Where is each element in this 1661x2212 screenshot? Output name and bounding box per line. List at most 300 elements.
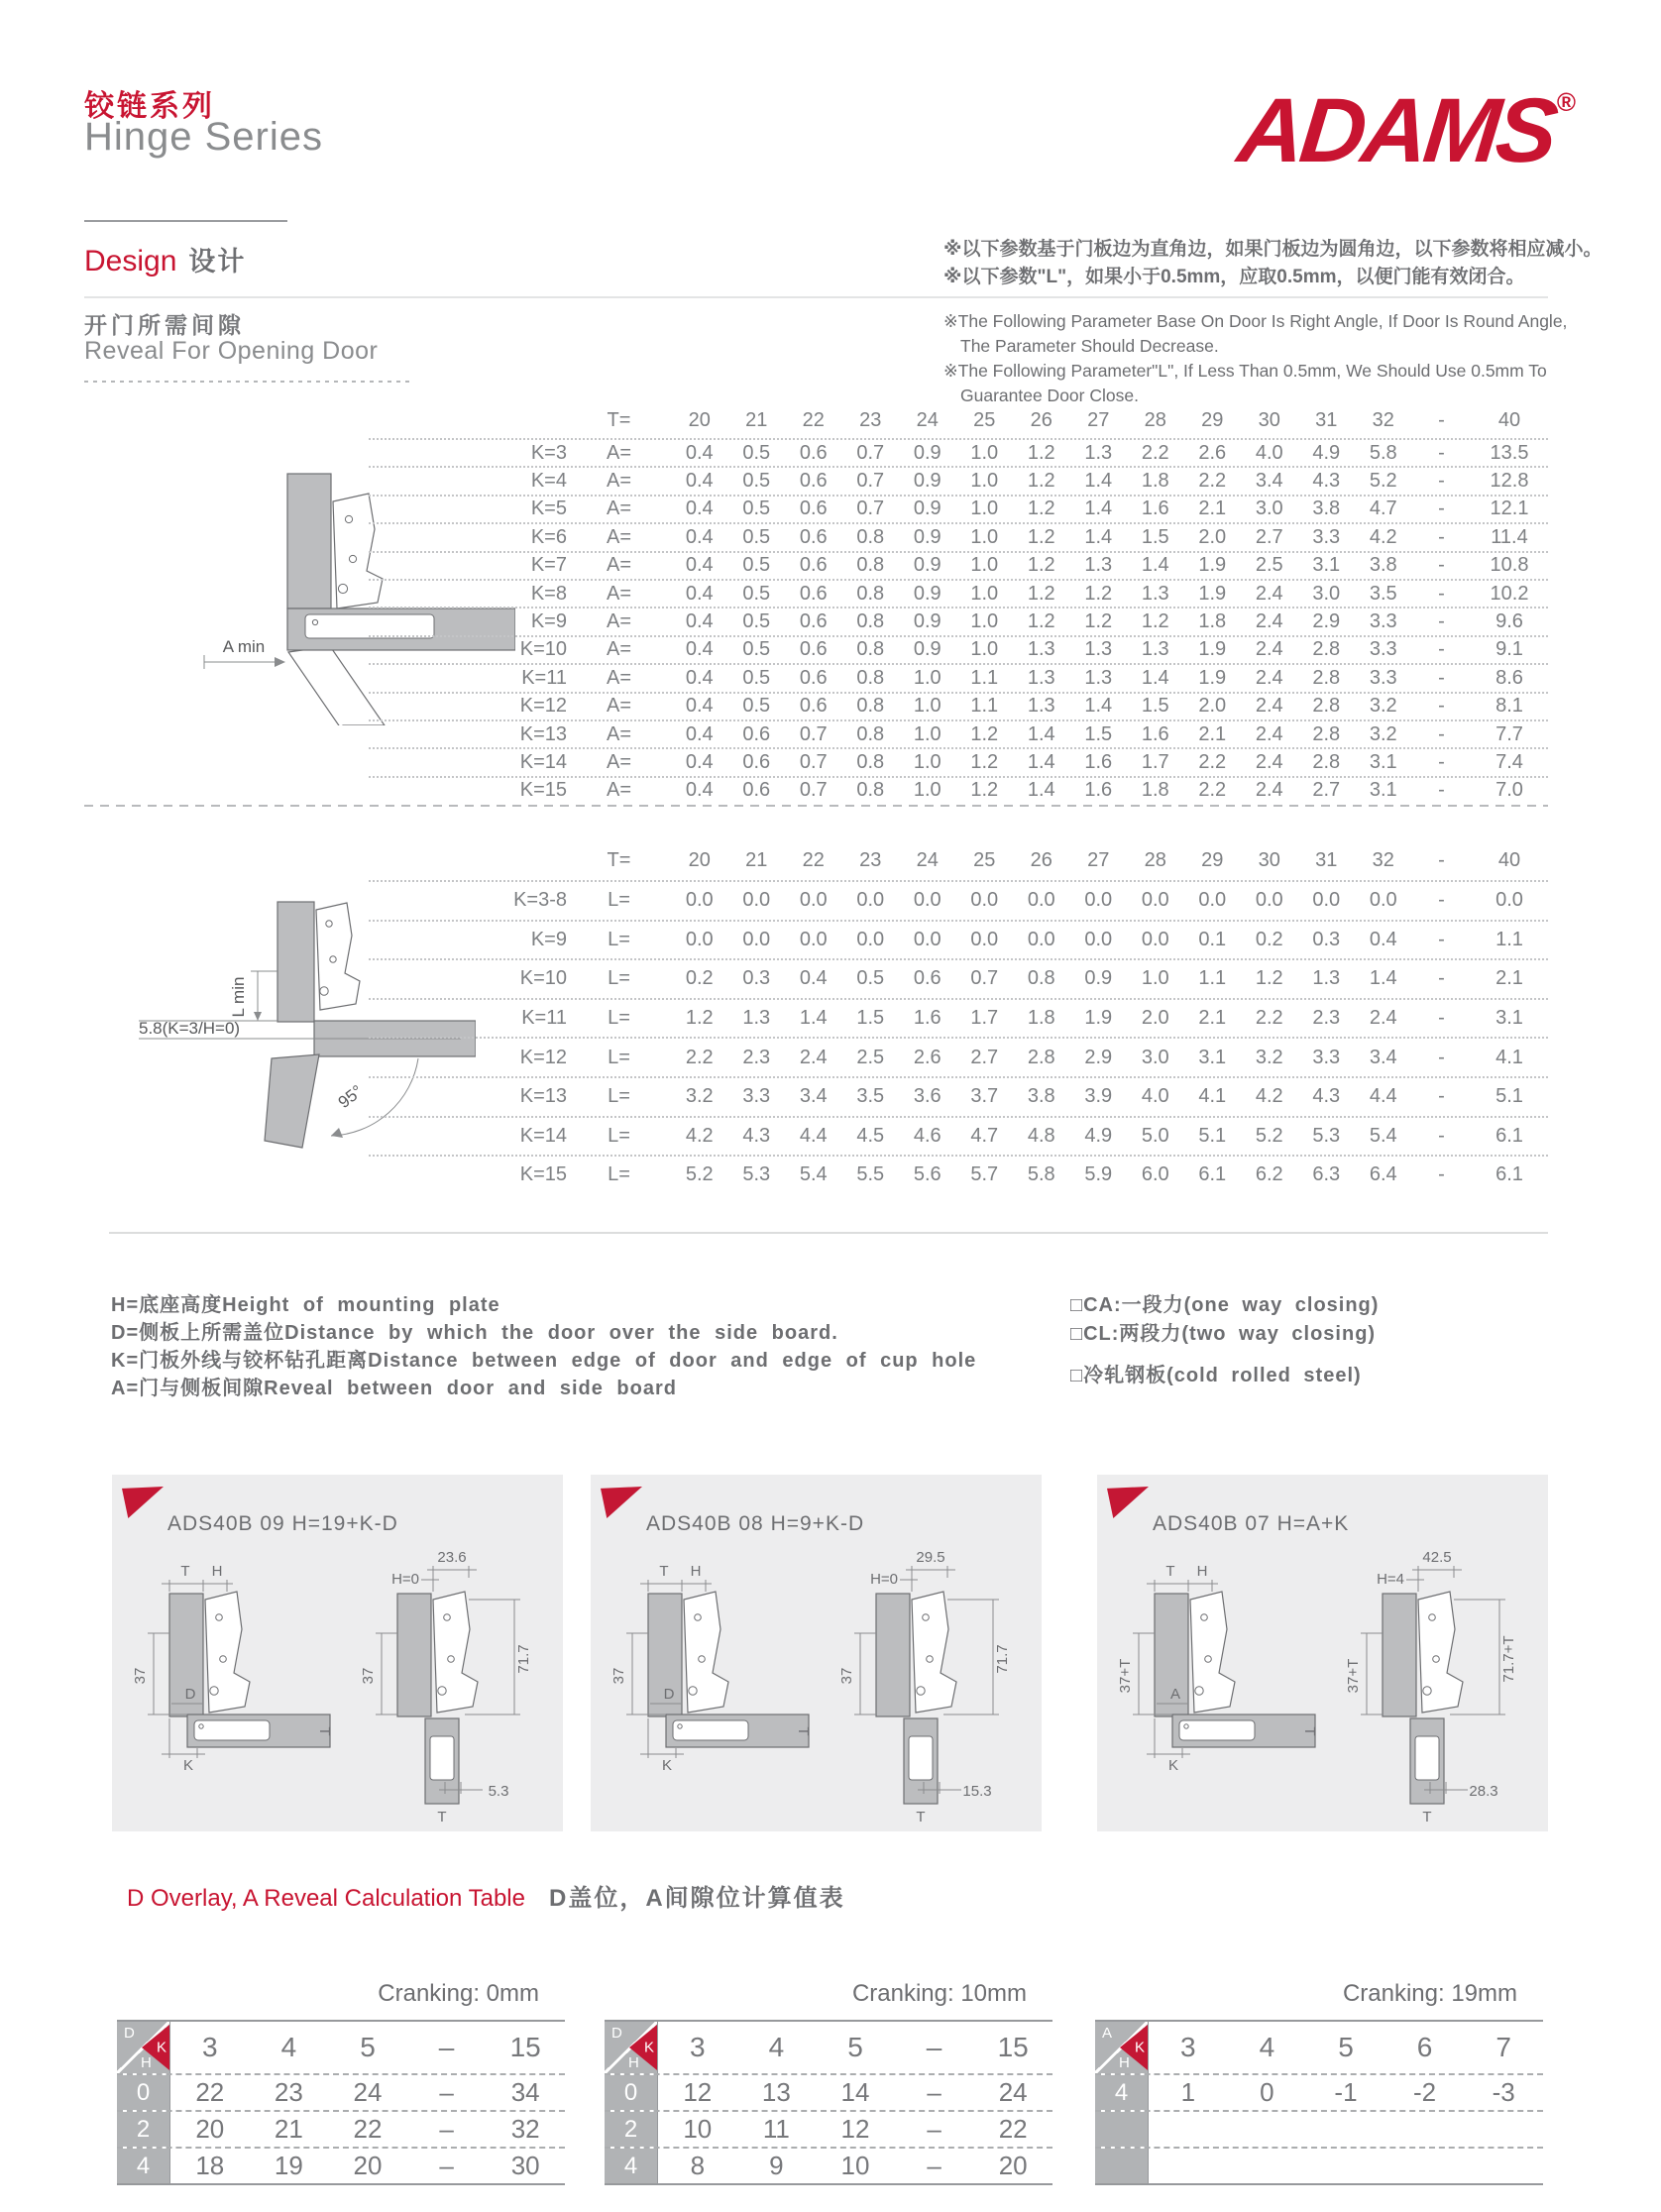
table-a-cell: 1.2 (1027, 610, 1055, 633)
table-a-cell: 1.4 (1027, 722, 1055, 745)
table-l-cell: 2.9 (1084, 1046, 1113, 1068)
table-a-cell: 1.0 (913, 695, 941, 718)
table-a-cell: 8.6 (1495, 666, 1523, 689)
dim-label: 42.5 (1422, 1549, 1452, 1566)
table-a-cell: A= (606, 695, 632, 718)
table-a-cell: 1.4 (1027, 779, 1055, 802)
table-a-cell: A= (606, 666, 632, 689)
table-a-cell: 3.1 (1312, 554, 1341, 577)
table-a-cell: 1.9 (1198, 554, 1227, 577)
dim-label: T (1165, 1563, 1175, 1580)
table-a-cell: 1.0 (913, 779, 941, 802)
table-a-cell: 1.3 (1084, 666, 1113, 689)
calc-table-cranking-10 (605, 1980, 1052, 2185)
table-a-cell: K=8 (530, 582, 567, 605)
table-a-cell: 1.0 (970, 470, 999, 493)
calc-cell: -2 (1413, 2077, 1437, 2107)
calc-cell: 32 (510, 2114, 540, 2144)
table-a-cell: 3.1 (1369, 750, 1397, 773)
table-a-cell: 1.0 (913, 666, 941, 689)
table-a-cell: 0.6 (799, 554, 828, 577)
table-a-cell: 1.6 (1141, 722, 1169, 745)
table-l-cell: 4.0 (1141, 1085, 1169, 1108)
table-l-cell: 0.1 (1198, 928, 1227, 950)
table-l-cell: 5.0 (1141, 1124, 1169, 1147)
calc-cell: – (927, 2114, 941, 2144)
calc-cell: 0 (1260, 2077, 1274, 2107)
table-a-cell: 24 (916, 408, 939, 431)
calc-row-header: 4 (605, 2149, 658, 2183)
table-l-cell: K=10 (519, 967, 567, 990)
hinge-diagram (591, 1544, 1042, 1826)
dim-label: T (316, 1726, 333, 1736)
separator-line (84, 296, 1548, 298)
corner-flag-icon (601, 1487, 642, 1518)
table-l-cell: 1.3 (1312, 967, 1341, 990)
table-l-cell: 5.9 (1084, 1163, 1113, 1186)
table-a-row (369, 495, 1548, 522)
table-l-cell: L= (608, 1085, 630, 1108)
table-a-cell: 0.4 (685, 610, 714, 633)
calc-data-row (117, 2073, 565, 2110)
table-a-cell: 0.5 (742, 666, 771, 689)
dim-label: 71.7 (994, 1644, 1011, 1674)
table-l-cell: 1.6 (913, 1007, 941, 1030)
calc-col-header: 15 (509, 2032, 541, 2062)
series-title-cn: 铰链系列 (84, 90, 215, 123)
table-l-cell: - (1438, 967, 1445, 990)
table-a-cell: 7.4 (1495, 750, 1523, 773)
dim-label: H (1196, 1563, 1208, 1580)
table-a-cell: 4.7 (1369, 498, 1397, 520)
table-l-cell: 0.0 (742, 928, 771, 950)
corner-label-top: D (611, 2025, 622, 2042)
table-a-cell: 11.4 (1491, 525, 1528, 548)
dim-label: D (184, 1686, 196, 1703)
registered-mark: ® (1556, 87, 1576, 117)
table-a-cell: 0.4 (685, 498, 714, 520)
calc-cell: 9 (769, 2151, 784, 2180)
dashed-underline (84, 381, 411, 383)
table-l-cell: 0.0 (1141, 889, 1169, 912)
calc-cell: 14 (840, 2077, 870, 2107)
table-l-cell: 2.6 (913, 1046, 941, 1068)
dim-label: K (1167, 1757, 1179, 1774)
calc-col-header: – (438, 2032, 455, 2062)
table-a-cell: K=7 (530, 554, 567, 577)
calc-cell: -1 (1334, 2077, 1358, 2107)
table-a-cell: A= (606, 722, 632, 745)
table-l-cell: L= (608, 889, 630, 912)
table-l-cell: 6.1 (1198, 1163, 1227, 1186)
dim-label: A min (222, 637, 266, 656)
corner-label-k: K (1134, 2039, 1145, 2056)
table-a-cell: 2.4 (1255, 779, 1283, 802)
table-a-cell: 0.9 (913, 498, 941, 520)
table-a-cell: 0.4 (685, 441, 714, 464)
table-l-cell: 0.7 (970, 967, 999, 990)
table-a-cell: 2.1 (1198, 498, 1227, 520)
table-l-cell: 0.0 (685, 889, 714, 912)
calc-cell: 11 (762, 2114, 790, 2144)
table-a-cell: 1.0 (913, 722, 941, 745)
table-a-cell: 0.5 (742, 498, 771, 520)
calc-col-header: 7 (1495, 2032, 1511, 2062)
table-a-cell: 0.8 (856, 695, 885, 718)
table-a-cell: 1.9 (1198, 582, 1227, 605)
table-a-cell: 27 (1087, 408, 1110, 431)
calc-row-values (658, 2149, 1052, 2183)
table-a-cell: A= (606, 525, 632, 548)
calc-cell: 8 (690, 2151, 706, 2180)
corner-label-bottom: H (628, 2054, 639, 2071)
table-a-cell: 2.4 (1255, 695, 1283, 718)
table-l-cell: 24 (916, 848, 939, 871)
calc-cell: – (927, 2151, 941, 2180)
calc-row-header (1095, 2149, 1149, 2183)
calc-cell: 19 (274, 2151, 303, 2180)
corner-label-bottom: H (141, 2054, 152, 2071)
table-a-cell: 0.7 (856, 470, 885, 493)
table-l-cell: 4.5 (856, 1124, 885, 1147)
table-a-cell: 26 (1030, 408, 1052, 431)
table-a-cell: 0.9 (913, 470, 941, 493)
table-l-cell: L= (608, 1007, 630, 1030)
calc-table-box (117, 2020, 565, 2185)
table-a-cell: 3.0 (1255, 498, 1283, 520)
adams-logo-word: ADAMS (1233, 80, 1559, 181)
table-a-cell: 1.4 (1084, 525, 1113, 548)
table-a-cell: 0.6 (799, 582, 828, 605)
dim-label: H (211, 1563, 223, 1580)
calc-cell: 21 (274, 2114, 303, 2144)
table-a-cell: 1.1 (970, 695, 999, 718)
table-a-cell: 0.5 (742, 470, 771, 493)
table-a-cell: 28 (1144, 408, 1166, 431)
table-l-cell: K=3-8 (513, 889, 567, 912)
table-a-cell: - (1438, 582, 1445, 605)
table-l-cell: 40 (1497, 848, 1521, 871)
table-a-cell: 0.7 (856, 441, 885, 464)
calc-cell: 23 (274, 2077, 303, 2107)
table-l-cell: 0.0 (913, 928, 941, 950)
table-a-cell: 0.5 (742, 441, 771, 464)
table-a-cell: K=10 (519, 638, 567, 661)
table-l-cell: 0.8 (1027, 967, 1055, 990)
table-l-cell: 1.1 (1495, 928, 1523, 950)
table-l-cell: 4.9 (1084, 1124, 1113, 1147)
note-cn-line: ※以下参数基于门板边为直角边，如果门板边为圆角边，以下参数将相应减小。 (943, 239, 1603, 260)
table-a-cell: 9.1 (1495, 638, 1523, 661)
calc-row-header: 4 (117, 2149, 170, 2183)
table-a-cell: 0.9 (913, 638, 941, 661)
design-heading-cn: 设计 (188, 247, 247, 276)
calc-cell: 20 (353, 2151, 383, 2180)
table-l-cell: 5.2 (1255, 1124, 1283, 1147)
table-a-cell: - (1438, 695, 1445, 718)
table-l-row (369, 880, 1548, 920)
table-a-cell: 10.8 (1490, 554, 1529, 577)
corner-label-k: K (156, 2039, 166, 2056)
table-a-cell: 2.8 (1312, 722, 1341, 745)
table-a-cell: 1.5 (1084, 722, 1113, 745)
table-l-cell: 1.5 (856, 1007, 885, 1030)
table-a-cell: 0.8 (856, 722, 885, 745)
corner-cell (117, 2022, 170, 2073)
table-l-cell: 2.8 (1027, 1046, 1055, 1068)
calc-data-row (117, 2147, 565, 2183)
table-l-cell: L= (608, 1046, 630, 1068)
table-l-cell: 2.4 (1369, 1007, 1397, 1030)
table-a-cell: - (1438, 441, 1445, 464)
table-a-cell: 2.4 (1255, 666, 1283, 689)
dim-label: T (795, 1726, 812, 1736)
calc-col-header: 3 (690, 2032, 706, 2062)
table-a-cell: 29 (1201, 408, 1224, 431)
table-l-cell: 5.5 (856, 1163, 885, 1186)
table-l-cell: 0.9 (1084, 967, 1113, 990)
table-a-cell: 2.9 (1312, 610, 1341, 633)
table-a-cell: 1.2 (1027, 554, 1055, 577)
table-a-cell: 2.6 (1198, 441, 1227, 464)
calc-data-row (605, 2147, 1052, 2183)
table-l-cell: 0.4 (799, 967, 828, 990)
table-a-cell: 3.2 (1369, 722, 1397, 745)
calc-row-header: 0 (117, 2075, 170, 2110)
table-l-cell: 0.0 (1369, 889, 1397, 912)
table-a-row (369, 438, 1548, 466)
legend-line: A=门与侧板间隙Reveal between door and side board (111, 1378, 677, 1399)
table-l-cell: 6.1 (1495, 1163, 1523, 1186)
section-title-cn: 开门所需间隙 (84, 312, 245, 338)
table-l-cell: 3.3 (1312, 1046, 1341, 1068)
table-l-cell: 27 (1087, 848, 1110, 871)
table-l-cell: - (1438, 1085, 1445, 1108)
table-l-cell: 0.3 (1312, 928, 1341, 950)
table-l-cell: 0.0 (742, 889, 771, 912)
table-a-cell: 1.3 (1084, 441, 1113, 464)
table-l-cell: - (1438, 1046, 1445, 1068)
table-a-cell: 0.6 (799, 498, 828, 520)
table-a-cell: 1.2 (1027, 498, 1055, 520)
table-a-cell: K=15 (519, 779, 567, 802)
table-a-cell: A= (606, 554, 632, 577)
reveal-table-a (369, 402, 1548, 804)
table-l-cell: 0.0 (1141, 928, 1169, 950)
table-a-cell: 2.2 (1198, 779, 1227, 802)
table-a-cell: - (1438, 525, 1445, 548)
table-a-cell: 0.4 (685, 582, 714, 605)
table-a-cell: 1.0 (970, 441, 999, 464)
table-l-cell: 5.2 (685, 1163, 714, 1186)
table-l-cell: 3.1 (1198, 1046, 1227, 1068)
table-l-row (369, 1076, 1548, 1116)
table-a-cell: 0.7 (856, 498, 885, 520)
section-title-en: Reveal For Opening Door (84, 337, 379, 365)
table-a-cell: 2.8 (1312, 666, 1341, 689)
table-a-cell: 2.2 (1141, 441, 1169, 464)
table-a-cell: A= (606, 470, 632, 493)
table-a-cell: 3.8 (1369, 554, 1397, 577)
table-l-cell: 22 (802, 848, 825, 871)
table-a-cell: A= (606, 498, 632, 520)
table-l-cell: 4.1 (1495, 1046, 1523, 1068)
table-l-cell: K=12 (519, 1046, 567, 1068)
table-l-cell: 3.2 (685, 1085, 714, 1108)
product-panel-ads40b08 (591, 1475, 1042, 1831)
corner-flag-icon (122, 1487, 164, 1518)
table-l-cell: 3.4 (799, 1085, 828, 1108)
table-l-cell: 4.1 (1198, 1085, 1227, 1108)
table-a-cell: K=13 (519, 722, 567, 745)
table-a-cell: 0.7 (799, 779, 828, 802)
dim-label: 5.8(K=3/H=0) (139, 1019, 241, 1038)
calc-data-row (1095, 2147, 1543, 2183)
calc-cell: 13 (761, 2077, 791, 2107)
calc-cell: – (439, 2114, 454, 2144)
table-l-cell: L= (608, 928, 630, 950)
dim-label: 37 (838, 1667, 855, 1685)
calc-cell: -3 (1492, 2077, 1515, 2107)
table-a-cell: 1.4 (1027, 750, 1055, 773)
table-a-cell: 0.6 (742, 750, 771, 773)
table-l-cell: 4.2 (685, 1124, 714, 1147)
table-l-cell: 0.0 (1027, 928, 1055, 950)
table-a-cell: 0.8 (856, 779, 885, 802)
table-l-cell: 0.0 (856, 889, 885, 912)
dim-label: 71.7+T (1500, 1635, 1517, 1683)
dim-label: 37 (610, 1667, 627, 1685)
table-l-cell: 0.2 (1255, 928, 1283, 950)
table-l-cell: 30 (1258, 848, 1280, 871)
table-a-cell: 0.6 (799, 441, 828, 464)
table-a-cell: 0.8 (856, 525, 885, 548)
table-a-cell: T= (607, 408, 631, 431)
table-l-cell: - (1438, 889, 1445, 912)
table-a-cell: 2.4 (1255, 638, 1283, 661)
table-a-cell: 1.8 (1141, 779, 1169, 802)
calc-row-values (658, 2112, 1052, 2147)
table-a-cell: 31 (1315, 408, 1338, 431)
table-l-cell: 5.6 (913, 1163, 941, 1186)
table-l-cell: 1.3 (742, 1007, 771, 1030)
table-l-cell: 26 (1030, 848, 1052, 871)
table-l-cell: 2.7 (970, 1046, 999, 1068)
table-l-cell: 1.9 (1084, 1007, 1113, 1030)
dashed-divider (84, 805, 1548, 807)
legend-option: □CA:一段力(one way closing) (1070, 1294, 1380, 1316)
table-a-row (369, 402, 1548, 438)
table-l-cell: 0.0 (799, 928, 828, 950)
corner-label-k: K (643, 2039, 654, 2056)
table-a-cell: 1.1 (970, 666, 999, 689)
calc-cell: 10 (840, 2151, 870, 2180)
table-a-cell: 0.4 (685, 750, 714, 773)
table-a-cell: 1.2 (970, 779, 999, 802)
table-a-cell: 0.7 (799, 722, 828, 745)
table-l-cell: 6.4 (1369, 1163, 1397, 1186)
table-l-cell: 4.7 (970, 1124, 999, 1147)
table-l-cell: 6.1 (1495, 1124, 1523, 1147)
table-a-cell: 1.4 (1141, 554, 1169, 577)
table-l-cell: 0.5 (856, 967, 885, 990)
table-l-cell: 5.4 (1369, 1124, 1397, 1147)
table-a-cell: 22 (802, 408, 825, 431)
table-a-cell: 3.1 (1369, 779, 1397, 802)
table-a-cell: 3.3 (1312, 525, 1341, 548)
calc-table-cranking-19 (1095, 1980, 1543, 2185)
panel-title: ADS40B 07 H=A+K (1153, 1512, 1350, 1535)
table-l-cell: 25 (973, 848, 996, 871)
dim-label: 28.3 (1469, 1783, 1498, 1800)
product-panel-ads40b09 (112, 1475, 563, 1831)
table-l-cell: 1.2 (1255, 967, 1283, 990)
note-en-line: ※The Following Parameter"L", If Less Than 0.5mm, We Should Use 0.5mm To Guarantee Door Close. (943, 361, 1547, 405)
table-a-cell: 7.0 (1495, 779, 1523, 802)
table-a-cell: 3.4 (1255, 470, 1283, 493)
calc-header-row (117, 2022, 565, 2073)
table-a-cell: 23 (859, 408, 882, 431)
table-a-cell: 3.8 (1312, 498, 1341, 520)
table-a-row (369, 776, 1548, 804)
table-l-cell: 2.1 (1198, 1007, 1227, 1030)
dim-label: L min (229, 976, 248, 1018)
dim-label: H=0 (870, 1571, 898, 1588)
table-a-cell: 3.3 (1369, 638, 1397, 661)
table-a-cell: 0.8 (856, 582, 885, 605)
table-l-cell: L= (608, 967, 630, 990)
table-l-cell: 32 (1372, 848, 1394, 871)
table-a-cell: 2.2 (1198, 750, 1227, 773)
table-a-cell: 1.4 (1084, 470, 1113, 493)
calc-header-cols (658, 2022, 1052, 2073)
table-a-cell: 0.8 (856, 610, 885, 633)
hinge-diagram (112, 1544, 563, 1826)
table-a-cell: 0.5 (742, 582, 771, 605)
table-a-cell: 4.9 (1312, 441, 1341, 464)
table-l-cell: 6.0 (1141, 1163, 1169, 1186)
table-a-row (369, 551, 1548, 579)
table-a-cell: 1.0 (970, 498, 999, 520)
table-l-cell: 3.1 (1495, 1007, 1523, 1030)
legend-option: □CL:两段力(two way closing) (1070, 1323, 1377, 1345)
table-l-row (369, 920, 1548, 959)
table-l-cell: 0.0 (1084, 928, 1113, 950)
table-a-cell: 2.4 (1255, 722, 1283, 745)
table-l-cell: 1.0 (1141, 967, 1169, 990)
table-a-cell: 5.2 (1369, 470, 1397, 493)
table-a-cell: 1.2 (1027, 470, 1055, 493)
table-a-cell: 0.4 (685, 525, 714, 548)
cranking-label: Cranking: 19mm (1342, 1980, 1517, 2007)
table-a-cell: 1.5 (1141, 525, 1169, 548)
table-a-cell: 0.4 (685, 695, 714, 718)
legend-line: H=底座高度Height of mounting plate (111, 1294, 500, 1316)
table-a-cell: A= (606, 582, 632, 605)
table-a-cell: 0.6 (742, 779, 771, 802)
table-a-cell: 4.3 (1312, 470, 1341, 493)
legend-line: K=门板外线与铰杯钻孔距离Distance between edge of door and edge of cup hole (111, 1350, 977, 1372)
calc-header-cols (170, 2022, 565, 2073)
table-a-cell: 0.8 (856, 554, 885, 577)
calc-cell: 24 (998, 2077, 1028, 2107)
table-l-cell: 0.4 (1369, 928, 1397, 950)
table-a-cell: 0.5 (742, 554, 771, 577)
table-a-cell: 0.4 (685, 638, 714, 661)
table-a-cell: 8.1 (1495, 695, 1523, 718)
table-a-cell: 2.8 (1312, 638, 1341, 661)
table-a-cell: 2.8 (1312, 750, 1341, 773)
